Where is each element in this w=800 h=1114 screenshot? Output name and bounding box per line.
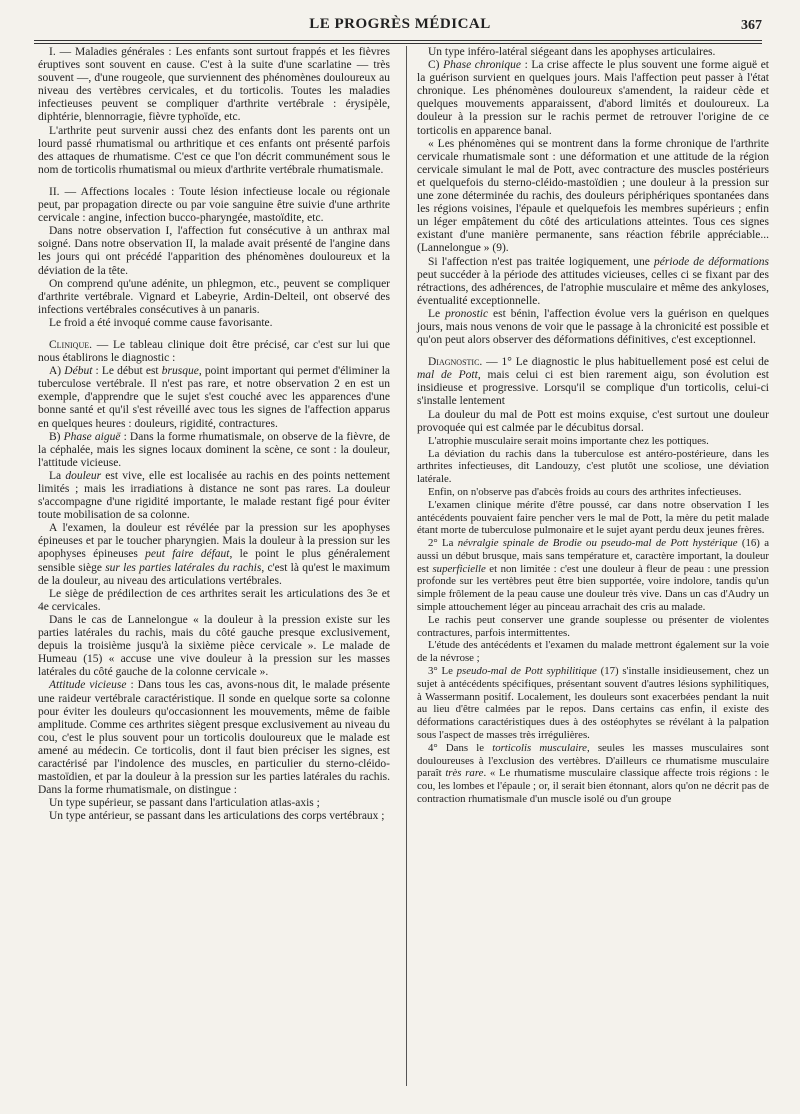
paragraph: C) Phase chronique : La crise affecte le plus souvent une forme aiguë et la guérison survient en quelques jours. Mais l'affection peut passer à l'état chronique. Les phénomènes douloureux s'amendent, la raideur cède et quelques mouvements apparaissent, d'abord limités et douloureux. La douleur à la pression sur le rachis permet de retrouver l'origine de ce torticolis en apparence banal. [417, 59, 770, 137]
paragraph: L'examen clinique mérite d'être poussé, car dans notre observation I les antécédents pouvaient faire pencher vers le mal de Pott, la mère du petit malade étant morte de tuberculose pulmonaire et le sujet ayant perdu deux jeunes frères. [417, 498, 769, 537]
paragraph: Clinique. — Le tableau clinique doit être précisé, car c'est sur lui que nous établirons le diagnostic : [38, 338, 390, 365]
subheading-debut: Début [64, 365, 93, 378]
subheading-phase-aigue: Phase aiguë [63, 430, 121, 443]
paragraph: Dans le cas de Lannelongue « la douleur à la pression existe sur les parties latérales du rachis, mais du côté gauche presque exclusivement, depuis la troisième jusqu'à la sixième pièce cervicale ». Le malade de Humeau (15) « accuse une vive douleur à la pression sur les masses latérales du côté gauche de la colonne cervicale ». [38, 613, 390, 679]
paragraph: La douleur du mal de Pott est moins exquise, c'est surtout une douleur provoquée qui est calmée par le décubitus dorsal. [417, 408, 769, 434]
paragraph: Le froid a été invoqué comme cause favorisante. [49, 316, 273, 329]
paragraph: On comprend qu'une adénite, un phlegmon, etc., peuvent se compliquer d'arthrite vertébrale. Vignard et Labeyrie, Ardin-Delteil, ont observé des infections vertébrales consécutives à un panaris. [38, 277, 390, 316]
right-column [417, 46, 769, 806]
paragraph: I. — Maladies générales : Les enfants sont surtout frappés et les fièvres éruptives sont souvent en cause. C'est à la suite d'une scarlatine — très souvent —, d'une rougeole, que surviennent des phénomènes douloureux au niveau des vertèbres cervicales, et du torticolis. Toutes les maladies infectieuses peuvent se compliquer d'arthrite vertébrale : érysipèle, diphtérie, blennorragie, fièvre typhoïde, etc. [38, 46, 390, 124]
paragraph: Un type antérieur, se passant dans les articulations des corps vertébraux ; [49, 810, 385, 823]
paragraph: Le pronostic est bénin, l'affection évolue vers la guérison en quelques jours, mais nous venons de voir que le passage à la chronicité est possible et qu'on peut alors observer des déformations définitives, c'est exceptionnel. [417, 307, 769, 347]
paragraph: L'arthrite peut survenir aussi chez des enfants dont les parents ont un lourd passé rhumatismal ou arthritique et ces enfants ont présenté parfois des attaques de rhumatisme. C'est ce que l'on décrit communément sous le nom de torticolis rhumatismal ou mieux d'arthrite vertébrale rhumatismale. [38, 124, 390, 176]
paragraph: Un type inféro-latéral siégeant dans les apophyses articulaires. [428, 46, 716, 58]
paragraph: Diagnostic. — 1° Le diagnostic le plus habituellement posé est celui de mal de Pott, mais celui ci est bien rarement aigu, son évolution est insidieuse et progressive. Lorsqu'il se complique d'un torticolis, celui-ci s'installe lentement [417, 356, 769, 408]
paragraph: 4° Dans le torticolis musculaire, seules les masses musculaires sont douloureuses à l'exclusion des vertèbres. D'ailleurs ce rhumatisme musculaire paraît très rare. « Le rhumatisme musculaire classique affecte trois régions : le cou, les lombes et l'épaule ; or, il serait bien étonnant, alors qu'on ne décrit pas de contraction rhumatismale d'un muscle isolé ou d'un groupe [417, 741, 770, 806]
left-column [38, 46, 390, 823]
paragraph: 2° La névralgie spinale de Brodie ou pseudo-mal de Pott hystérique (16) a aussi un début brusque, mais sans température et, caractère important, la douleur est superficielle et non limitée : c'est une douleur à fleur de peau : une pression profonde sur les vertèbres peut être bien supportée, voire indolore, tandis qu'un simple frôlement de la peau cause une douleur très vive. Dans un cas d'Audry un simple attouchement léger au pinceau arrachait des cris au malade. [417, 537, 769, 614]
header-rule-top [34, 40, 762, 41]
subheading-phase-chronique: Phase chronique [443, 59, 521, 72]
paragraph: Attitude vicieuse : Dans tous les cas, avons-nous dit, le malade présente une raideur vertébrale caractéristique. Il sonde en quelque sorte sa colonne pour éviter les douleurs qu'occasionnent les mouvements, même de faible amplitude. Comme ces arthrites siègent presque exclusivement au niveau du cou, c'est le plus souvent pour un torticolis douloureux que le malade est amené au médecin. Ce torticolis, dont il faut bien préciser les signes, est caractérisé par l'indolence des muscles, en particulier du sterno-cléido-mastoïdien, et par la douleur à la pression sur les parties latérales du rachis. Dans la forme rhumatismale, on distingue : [38, 679, 390, 797]
paragraph: 3° Le pseudo-mal de Pott syphilitique (17) s'installe insidieusement, chez un sujet à antécédents spécifiques, présentant souvent d'autres lésions syphilitiques, à Wassermann positif. Localement, les douleurs sont exacerbées pendant la nuit au lieu d'être calmées par le repos. Dans certains cas enfin, il existe des déformations caractéristiques dues à des ostéophytes se révélant à la palpation sous l'aspect de masses très irrégulières. [417, 665, 769, 742]
paragraph: La déviation du rachis dans la tuberculose est antéro-postérieure, dans les arthrites infectieuses, dit Landouzy, c'est plutôt une scoliose, une déviation latérale. [417, 447, 769, 486]
paragraph: Le rachis peut conserver une grande souplesse ou présenter de violentes contractures, parfois intermittentes. [417, 613, 769, 639]
section-heading-clinique: Clinique. [49, 338, 92, 351]
paragraph: La douleur est vive, elle est localisée au rachis en des points nettement limités ; mais les irradiations à distance ne sont pas rares. La douleur s'accompagne d'une rigidité importante, le malade restant figé pour éviter toute mobilisation de sa colonne. [38, 469, 390, 522]
paragraph: II. — Affections locales : Toute lésion infectieuse locale ou régionale peut, par propagation directe ou par voie sanguine être suivie d'une arthrite cervicale : angine, infection bucco-pharyngée, mastoïdite, etc. [38, 185, 390, 225]
column-divider [406, 46, 407, 1086]
paragraph: L'atrophie musculaire serait moins importante chez les pottiques. [428, 434, 709, 447]
journal-title: LE PROGRÈS MÉDICAL [309, 16, 491, 32]
paragraph: Dans notre observation I, l'affection fut consécutive à un anthrax mal soigné. Dans notre observation II, la malade avait présenté de l'angine dans les jours qui ont précédé l'apparition des phénomènes douloureux et la déviation de la tête. [38, 225, 390, 277]
section-heading-diagnostic: Diagnostic. [428, 356, 483, 369]
paragraph: A) Début : Le début est brusque, point important qui permet d'éliminer la tuberculose vertébrale. Il n'est pas rare, et notre observation 2 en est un exemple, d'apprendre que le sujet s'est couché avec les apparences d'une bonne santé et qu'il s'est réveillé avec tous les signes de l'affection apparus en quelques heures : douleurs, rigidité, contractures. [38, 365, 390, 430]
running-header [0, 14, 800, 38]
paragraph: Le siège de prédilection de ces arthrites serait les articulations des 3e et 4e cervicales. [38, 587, 390, 613]
paragraph: B) Phase aiguë : Dans la forme rhumatismale, on observe de la fièvre, de la céphalée, mais les signes locaux dominent la scène, ce sont : la douleur, l'attitude vicieuse. [38, 430, 390, 469]
header-rule-bottom [34, 43, 762, 44]
paragraph: « Les phénomènes qui se montrent dans la forme chronique de l'arthrite cervicale rhumatismale sont : une déformation et une attitude de la région cervicale simulant le mal de Pott, avec contracture des muscles postérieurs et quelquefois du sterno-cléido-mastoïdien ; une douleur à la pression sur une zone déterminée du rachis, des douleurs périphériques spontanées dans les régions voisines, l'épaule et quelquefois les membres supérieurs ; enfin un léger empâtement du côté des articulations atteintes. Tous ces signes existant d'une manière permanente, sans réaction fébrile appréciable... (Lannelongue » (9). [417, 137, 769, 255]
paragraph: Un type supérieur, se passant dans l'articulation atlas-axis ; [49, 797, 320, 810]
paragraph: Enfin, on n'observe pas d'abcès froids au cours des arthrites infectieuses. [428, 485, 742, 498]
paragraph: A l'examen, la douleur est révélée par la pression sur les apophyses épineuses et par le toucher pharyngien. Mais la douleur à la pression sur les apophyses épineuses peut faire défaut, le point le plus généralement sensible siège sur les parties latérales du rachis, c'est là qu'est le maximum de la douleur, au niveau des articulations vertébrales. [38, 522, 391, 587]
paragraph: L'étude des antécédents et l'examen du malade mettront également sur la voie de la névrose ; [417, 639, 769, 665]
subheading-attitude-vicieuse: Attitude vicieuse [49, 679, 127, 692]
page-number: 367 [741, 18, 762, 33]
paragraph: Si l'affection n'est pas traitée logiquement, une période de déformations peut succéder à la période des attitudes vicieuses, celles ci se fixant par des rétractions, des adhérences, de l'atrophie musculaire et même des ankyloses, éventualité exceptionnelle. [417, 255, 769, 307]
